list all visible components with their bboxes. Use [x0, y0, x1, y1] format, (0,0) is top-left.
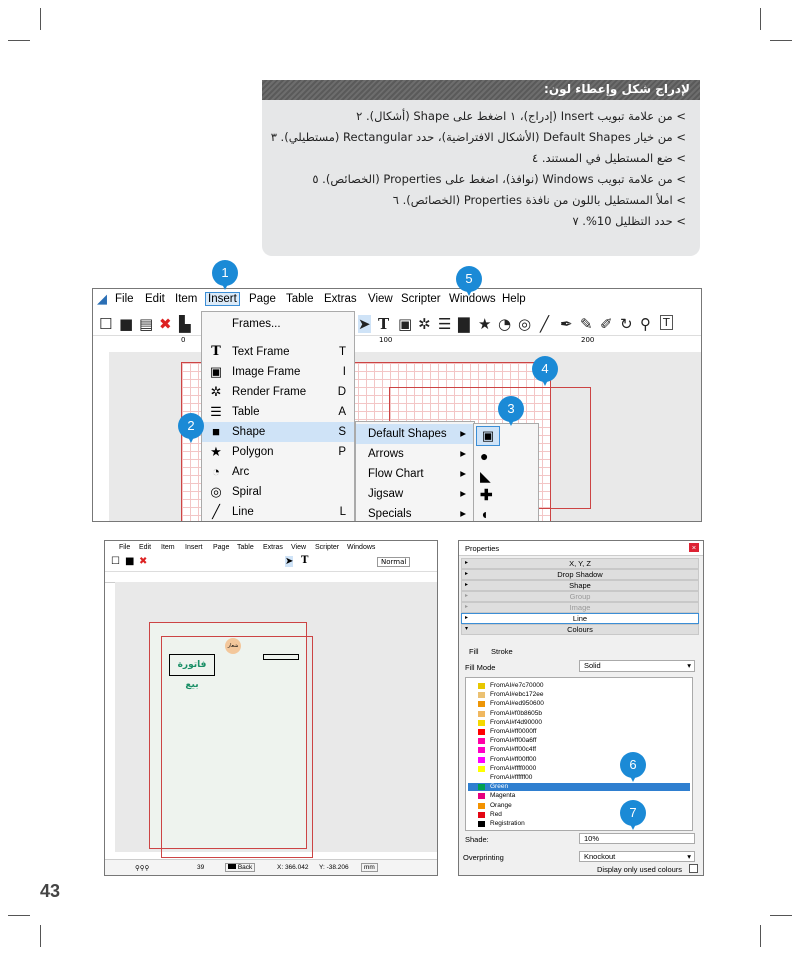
colour-swatch	[478, 738, 485, 744]
submenu-flow-chart[interactable]: Flow Chart ▸	[368, 468, 466, 480]
unit-select[interactable]: mm	[361, 863, 378, 872]
instruction-step: > املأ المستطيل باللون من نافذة Properties (الخصائص). ٦	[392, 193, 686, 207]
text-tool-icon[interactable]: T	[378, 315, 390, 333]
new-document-icon[interactable]: ☐	[99, 315, 113, 333]
line-icon: ╱	[212, 504, 220, 519]
colour-swatch	[478, 793, 485, 799]
colour-list-item[interactable]	[490, 728, 670, 736]
callout-5: 5	[456, 266, 482, 292]
colour-list-item[interactable]	[490, 700, 670, 708]
image-frame-icon: ▣	[209, 364, 223, 379]
menu-file[interactable]: File	[119, 544, 131, 551]
colour-name: FromAI#f4d90000	[490, 718, 543, 726]
open-icon[interactable]: ■	[119, 315, 134, 333]
colour-list-item[interactable]	[490, 774, 670, 782]
tab-stroke[interactable]: Stroke	[491, 647, 513, 656]
colour-name: FromAI#ff00a6ff	[490, 737, 537, 745]
menu-help[interactable]: Help	[502, 293, 526, 305]
insert-menu	[201, 311, 355, 522]
section-line[interactable]: ▸ Line	[461, 613, 699, 624]
arc-icon: ◔	[212, 464, 220, 479]
overprinting-label: Overprinting	[463, 853, 504, 862]
menu-page[interactable]: Page	[249, 293, 276, 305]
menu-table[interactable]: Table	[237, 544, 254, 551]
overprinting-select[interactable]: Knockout ▾	[579, 851, 695, 862]
render-frame-icon: ✲	[210, 384, 222, 399]
zoom-value[interactable]: 39	[197, 864, 205, 871]
colour-swatch	[478, 757, 485, 763]
colour-name: FromAI#ebc172ee	[490, 691, 544, 699]
table-icon: ☰	[210, 404, 222, 419]
horizontal-ruler	[93, 336, 701, 353]
colour-name: FromAI#ff00c4ff	[490, 746, 537, 754]
menu-bar-small	[105, 541, 437, 555]
view-mode-select[interactable]: Normal	[377, 557, 410, 567]
colour-swatch	[478, 803, 485, 809]
text-box[interactable]	[263, 654, 299, 660]
menu-insert[interactable]: Insert	[185, 544, 203, 551]
colour-swatch	[478, 711, 485, 717]
menu-bar	[93, 289, 701, 311]
section-xyz[interactable]: ▸ X, Y, Z	[461, 558, 699, 569]
callout-6: 6	[620, 752, 646, 778]
instruction-step: > ضع المستطيل في المستند. ٤	[532, 151, 686, 165]
section-group[interactable]: ▸ Group	[461, 591, 699, 602]
colour-name: FromAI#ed950600	[490, 700, 544, 708]
colour-swatch	[478, 692, 485, 698]
print-icon[interactable]: ▙	[179, 315, 191, 333]
toolbar	[93, 311, 701, 336]
image-tool-icon[interactable]: ▣	[398, 315, 413, 333]
status-bar	[105, 859, 437, 876]
text-frame-icon: T	[211, 344, 221, 359]
tab-fill[interactable]: Fill	[469, 647, 479, 656]
colour-swatch	[478, 683, 485, 689]
select-icon[interactable]: ➤	[358, 315, 371, 333]
properties-panel	[458, 540, 704, 876]
shade-spinbox[interactable]: 10%	[579, 833, 695, 844]
instruction-step: > حدد التظليل 10%. ٧	[572, 214, 686, 228]
shape-icon: ■	[212, 424, 220, 439]
new-document-icon[interactable]: ☐	[111, 556, 120, 567]
properties-title: Properties	[465, 544, 500, 553]
colour-name: Red	[490, 810, 502, 818]
document-canvas[interactable]	[115, 582, 437, 852]
toolbar-small	[105, 555, 437, 572]
colour-list-item[interactable]	[490, 691, 670, 699]
section-drop-shadow[interactable]: ▸ Drop Shadow	[461, 569, 699, 580]
polygon-icon: ★	[210, 444, 222, 459]
scribus-document-screenshot	[104, 540, 438, 876]
y-coordinate: Y: -38.206	[319, 864, 349, 871]
table-tool-icon[interactable]: ☰	[438, 315, 452, 333]
menu-scripter[interactable]: Scripter	[401, 293, 441, 305]
shape-tool-icon[interactable]: ▇	[458, 315, 470, 333]
page-number: 43	[40, 881, 61, 901]
menu-windows[interactable]: Windows	[449, 293, 496, 305]
default-shapes-palette	[473, 423, 539, 522]
close-icon[interactable]: ✖	[139, 556, 148, 567]
colour-swatch	[478, 701, 485, 707]
polygon-tool-icon[interactable]: ★	[478, 315, 492, 333]
menu-edit[interactable]: Edit	[145, 293, 165, 305]
logo-circle: شعار	[225, 638, 241, 654]
close-icon[interactable]: ×	[689, 543, 699, 552]
submenu-default-shapes[interactable]: Default Shapes ▸	[356, 424, 474, 444]
menu-windows[interactable]: Windows	[347, 544, 376, 551]
colour-swatch	[478, 766, 485, 772]
properties-titlebar	[459, 541, 703, 556]
shape-submenu	[355, 421, 475, 522]
menu-item-line[interactable]: ╱ Line L	[202, 502, 354, 522]
halfcircle-shape-icon[interactable]: ◖	[480, 506, 489, 522]
scribus-insert-screenshot	[92, 288, 702, 522]
zoom-out-icon[interactable]: ⚲⚲⚲	[135, 865, 150, 872]
spiral-icon: ◎	[210, 484, 222, 499]
freehand-tool-icon[interactable]: ✎	[580, 315, 593, 333]
text-tool-icon[interactable]: T	[301, 555, 309, 566]
callout-1: 1	[212, 260, 238, 286]
colour-name: Orange	[490, 801, 512, 809]
menu-item-spiral[interactable]: ◎ Spiral	[202, 482, 354, 502]
menu-item-text-frame[interactable]: T Text Frame T	[202, 342, 354, 362]
rotate-tool-icon[interactable]: ↻	[620, 315, 633, 333]
spiral-tool-icon[interactable]: ◎	[518, 315, 532, 333]
menu-extras[interactable]: Extras	[263, 544, 283, 551]
colour-name: Magenta	[490, 792, 516, 800]
menu-item-shape[interactable]: ■ Shape S	[202, 422, 354, 442]
menu-file[interactable]: File	[115, 293, 134, 305]
instruction-step: > من علامة تبويب Insert (إدراج)، ١ اضغط على Shape (أشكال). ٢	[356, 109, 686, 123]
calligraphy-tool-icon[interactable]: ✐	[600, 315, 613, 333]
submenu-arrows[interactable]: Arrows ▸	[368, 448, 466, 460]
colour-list-item[interactable]	[490, 719, 670, 727]
menu-item-table[interactable]: ☰ Table A	[202, 402, 354, 422]
instructions-title: لإدراج شكل وإعطاء لون:	[262, 80, 700, 100]
colour-list-item[interactable]	[490, 737, 670, 745]
section-shape[interactable]: ▸ Shape	[461, 580, 699, 591]
menu-item-frames[interactable]: Frames...	[232, 318, 281, 330]
menu-page[interactable]: Page	[213, 544, 230, 551]
submenu-specials[interactable]: Specials ▸	[368, 508, 466, 520]
rectangle-shape-icon[interactable]: ▣	[476, 426, 500, 446]
colour-list	[465, 677, 693, 831]
colour-swatch	[478, 784, 485, 790]
colour-swatch	[478, 729, 485, 735]
colour-name: Registration	[490, 820, 525, 827]
x-coordinate: X: 366.042	[277, 864, 309, 871]
fill-mode-label: Fill Mode	[465, 663, 496, 672]
colour-name: FromAI#ffffff00	[490, 774, 533, 781]
display-used-label: Display only used colours	[597, 865, 683, 874]
menu-item-polygon[interactable]: ★ Polygon P	[202, 442, 354, 462]
vertical-ruler	[93, 352, 110, 521]
colour-swatch	[478, 775, 485, 781]
colour-list-item[interactable]	[490, 710, 670, 718]
colour-list-item[interactable]	[490, 792, 670, 800]
colour-swatch	[478, 747, 485, 753]
line-tool-icon[interactable]: ╱	[540, 315, 550, 333]
close-icon[interactable]: ✖	[159, 315, 172, 333]
menu-view[interactable]: View	[368, 293, 393, 305]
menu-item-image-frame[interactable]: ▣ Image Frame I	[202, 362, 354, 382]
callout-7: 7	[620, 800, 646, 826]
colour-list-item[interactable]	[468, 783, 690, 791]
menu-edit[interactable]: Edit	[139, 544, 152, 551]
section-colours[interactable]: ▾ Colours	[461, 624, 699, 635]
instruction-step: > من علامة تبويب Windows (نوافذ)، اضغط على Properties (الخصائص). ٥	[312, 172, 686, 186]
colour-name: Green	[490, 783, 509, 791]
menu-item[interactable]: Item	[161, 544, 175, 551]
menu-insert[interactable]: Insert	[205, 292, 240, 306]
colour-name: FromAI#e7c70000	[490, 682, 544, 689]
callout-2: 2	[178, 413, 204, 439]
menu-item-render-frame[interactable]: ✲ Render Frame D	[202, 382, 354, 402]
zoom-tool-icon[interactable]: ⚲	[640, 315, 651, 333]
colour-name: FromAI#ffff0000	[490, 764, 537, 772]
menu-table[interactable]: Table	[286, 293, 314, 305]
ruler-label: 100	[379, 336, 393, 344]
instruction-step: > من خيار Default Shapes (الأشكال الافتراضية)، حدد Rectangular (مستطيلي). ٣	[270, 130, 686, 144]
select-icon[interactable]: ➤	[285, 556, 294, 567]
colour-list-item[interactable]	[490, 682, 670, 690]
arc-tool-icon[interactable]: ◔	[498, 315, 512, 333]
render-tool-icon[interactable]: ✲	[418, 315, 431, 333]
ruler-label: 200	[581, 336, 595, 344]
bezier-tool-icon[interactable]: ✒	[560, 315, 573, 333]
app-logo-icon: ◢	[97, 291, 107, 306]
save-icon[interactable]: ▤	[139, 315, 154, 333]
callout-3: 3	[498, 396, 524, 422]
menu-scripter[interactable]: Scripter	[315, 544, 340, 551]
circle-shape-icon[interactable]: ●	[480, 448, 489, 464]
colour-list-item[interactable]	[490, 746, 670, 754]
section-image[interactable]: ▸ Image	[461, 602, 699, 613]
callout-4: 4	[532, 356, 558, 382]
menu-view[interactable]: View	[291, 544, 307, 551]
shade-label: Shade:	[465, 835, 489, 844]
menu-item-arc[interactable]: ◔ Arc	[202, 462, 354, 482]
menu-item[interactable]: Item	[175, 293, 198, 305]
triangle-shape-icon[interactable]: ◣	[480, 468, 491, 484]
colour-name: FromAI#f0b8605b	[490, 709, 543, 717]
invoice-title[interactable]: فاتورة بيع	[169, 654, 215, 676]
menu-extras[interactable]: Extras	[324, 293, 357, 305]
submenu-jigsaw[interactable]: Jigsaw ▸	[368, 488, 466, 500]
colour-swatch	[478, 821, 485, 827]
colour-name: FromAI#ff00ff00	[490, 755, 537, 763]
colour-swatch	[478, 812, 485, 818]
instructions-box	[262, 80, 700, 256]
display-used-checkbox[interactable]	[689, 864, 698, 873]
edit-text-icon[interactable]: T	[660, 315, 673, 330]
fill-mode-select[interactable]: Solid ▾	[579, 660, 695, 672]
open-icon[interactable]: ■	[125, 556, 135, 567]
ruler-label: 0	[181, 336, 186, 344]
colour-swatch	[478, 720, 485, 726]
cross-shape-icon[interactable]: ✚	[480, 487, 493, 504]
colour-name: FromAI#ff0000ff	[490, 728, 537, 735]
layer-select[interactable]: Back	[225, 863, 255, 872]
